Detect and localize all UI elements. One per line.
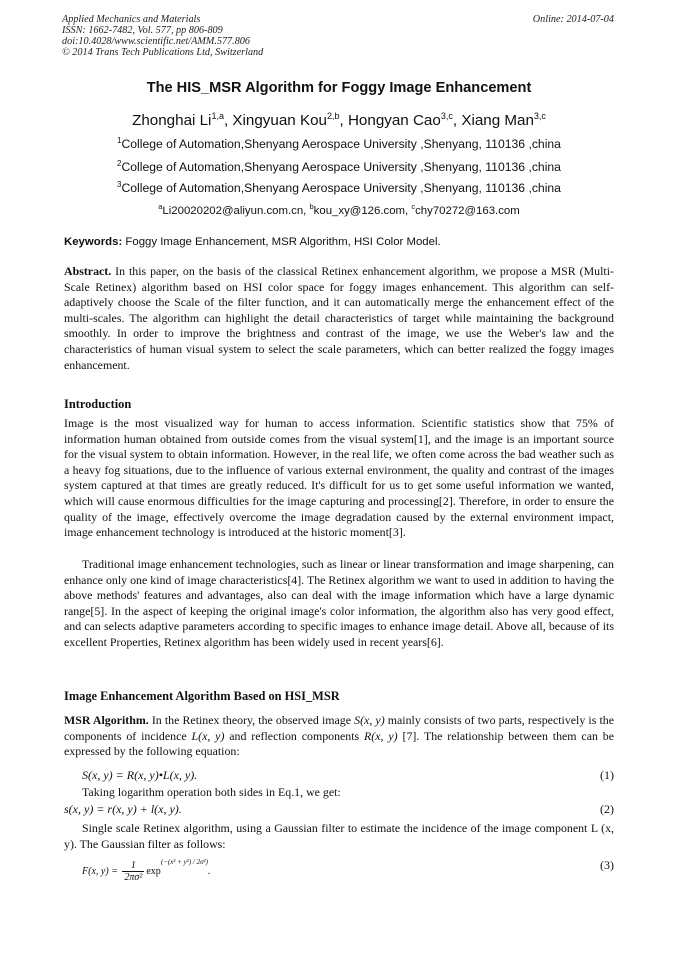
- keywords-label: Keywords:: [64, 236, 123, 248]
- msr-label: MSR Algorithm.: [64, 713, 149, 727]
- math-s: S(x, y): [354, 713, 385, 727]
- author-name: Xingyuan Kou: [232, 112, 327, 130]
- section-heading-introduction: Introduction: [64, 397, 132, 411]
- msr-text: [7]. The relationship between them can be expressed by the following equation:: [64, 728, 614, 759]
- affiliation-2: [0, 159, 678, 174]
- email-sup: a: [158, 202, 163, 211]
- affiliation-text: College of Automation,Shenyang Aerospace University ,Shenyang, 110136 ,china: [121, 160, 561, 175]
- equation-3-fraction: [122, 860, 144, 883]
- fraction-denominator: 2πσ²: [124, 872, 143, 884]
- email-link[interactable]: chy70272@163.com: [415, 204, 520, 217]
- author-list: [0, 111, 678, 129]
- abstract-label: Abstract.: [64, 264, 112, 278]
- intro-paragraph-2: Traditional image enhancement technologies, such as linear or linear transformation and image sharpening, can enhance only one kind of image characteristics[4]. The Retinex algorithm we want to used in addition to having the above methods' features and advantages, also can deal with the image information which have a large dynamic range[5]. In the aspect of keeping the original image's color information, the algorithm also has very good effect, and can selects adaptive parameters according to specific images to enhance image detail. Above all, because of its excellent Properties, Retinex algorithm has been widely used in recent years[6].: [64, 557, 614, 649]
- equation-3-lhs: F(x, y) =: [82, 866, 121, 877]
- author-sup: 3,c: [440, 111, 453, 121]
- journal-issn: ISSN: 1662-7482, Vol. 577, pp 806-809: [62, 25, 223, 36]
- keywords-text: Foggy Image Enhancement, MSR Algorithm, HSI Color Model.: [122, 236, 441, 248]
- author-name: Xiang Man: [461, 112, 534, 130]
- email-link[interactable]: kou_xy@126.com,: [313, 204, 412, 217]
- email-sup: b: [309, 202, 314, 211]
- equation-3-body: [82, 858, 211, 883]
- equation-3-number: (3): [600, 858, 614, 872]
- equation-1: [64, 768, 614, 786]
- affiliation-3: [0, 180, 678, 195]
- affiliation-sup: 1: [117, 136, 122, 145]
- equation-1-body: S(x, y) = R(x, y)•L(x, y).: [82, 768, 198, 782]
- ssr-paragraph: Single scale Retinex algorithm, using a Gaussian filter to estimate the incidence of the image component L (x, y). The Gaussian filter as follows:: [64, 821, 614, 851]
- journal-name: Applied Mechanics and Materials: [62, 14, 201, 25]
- equation-2-body: s(x, y) = r(x, y) + l(x, y).: [64, 802, 182, 816]
- abstract-text: In this paper, on the basis of the classical Retinex enhancement algorithm, we propose a MSR (Multi-Scale Retinex) algorithm based on HSI color space for foggy images enhancement. This algorithm can self-adaptively choose the Scale of the filter function, and it can automatically merge the enhancement effect of the multi-scales. The algorithm can highlight the detail characteristics of target while maintaining the background smoothly. In order to improve the brightness and contrast of the image, we use the Weber's law and the characteristics of human visual system to select the scale parameters, which can better realized the foggy images enhancement.: [64, 264, 614, 372]
- affiliation-sup: 2: [117, 159, 122, 168]
- author-sup: 2,b: [326, 111, 340, 121]
- author-name: Hongyan Cao: [347, 112, 441, 130]
- author-sep: ,: [339, 112, 348, 130]
- fraction-numerator: 1: [122, 860, 144, 872]
- math-l: L(x, y): [191, 728, 225, 743]
- journal-header: [62, 14, 263, 58]
- author-sep: ,: [452, 112, 462, 130]
- affiliation-sup: 3: [117, 180, 122, 189]
- math-r: R(x, y): [364, 728, 398, 743]
- author-sup: 1,a: [211, 111, 224, 121]
- journal-doi: doi:10.4028/www.scientific.net/AMM.577.806: [62, 36, 250, 47]
- email-link[interactable]: Li20020202@aliyun.com.cn,: [162, 204, 310, 217]
- author-sep: ,: [223, 112, 233, 130]
- equation-3: [64, 858, 614, 890]
- section-heading-hsi-msr: Image Enhancement Algorithm Based on HSI_MSR: [64, 689, 340, 703]
- msr-text: and reflection components: [224, 728, 365, 743]
- log-paragraph: Taking logarithm operation both sides in Eq.1, we get:: [82, 785, 341, 799]
- equation-2-number: (2): [600, 802, 614, 816]
- equation-2: [64, 802, 614, 820]
- equation-3-end: .: [208, 866, 211, 877]
- author-name: Zhonghai Li: [132, 112, 212, 130]
- keywords: [64, 236, 441, 248]
- msr-text: mainly consists of two parts, respectively is the components of incidence: [64, 713, 614, 743]
- intro-paragraph-1: Image is the most visualized way for human to access information. Scientific statistics show that 75% of information human obtained from outside comes from the visual system[1], and the image is an important source for the visual system to obtain information. However, in the real life, we often come across the bad weather such as a heavy fog situations, due to the influence of various external environment, the quality and contrast of the images system captured at that times are greatly reduced. It's difficult for us to get some useful information we wanted, which will cause enormous difficulties for the image capturing and processing[2]. Therefore, in order to ensure the quality of the image, effectively overcome the image degradation caused by the external environment impact, image enhancement technology is introduced at the historic moment[3].: [64, 416, 614, 540]
- msr-paragraph: [64, 713, 614, 760]
- email-sup: c: [411, 202, 416, 211]
- abstract: [64, 264, 614, 373]
- msr-text: In the Retinex theory, the observed image: [148, 713, 355, 727]
- paper-title: The HIS_MSR Algorithm for Foggy Image Enhancement: [146, 80, 532, 96]
- exp-exponent: (−(x² + y²) / 2σ²): [160, 858, 208, 866]
- email-list: [0, 202, 678, 217]
- author-sup: 3,c: [533, 111, 546, 121]
- journal-copyright: © 2014 Trans Tech Publications Ltd, Switzerland: [62, 47, 264, 58]
- online-date: Online: 2014-07-04: [532, 14, 614, 25]
- exp-function: exp: [146, 866, 161, 877]
- affiliation-text: College of Automation,Shenyang Aerospace University ,Shenyang, 110136 ,china: [121, 181, 561, 196]
- equation-1-number: (1): [600, 768, 614, 782]
- affiliation-1: [0, 136, 678, 151]
- affiliation-text: College of Automation,Shenyang Aerospace University ,Shenyang, 110136 ,china: [121, 137, 561, 152]
